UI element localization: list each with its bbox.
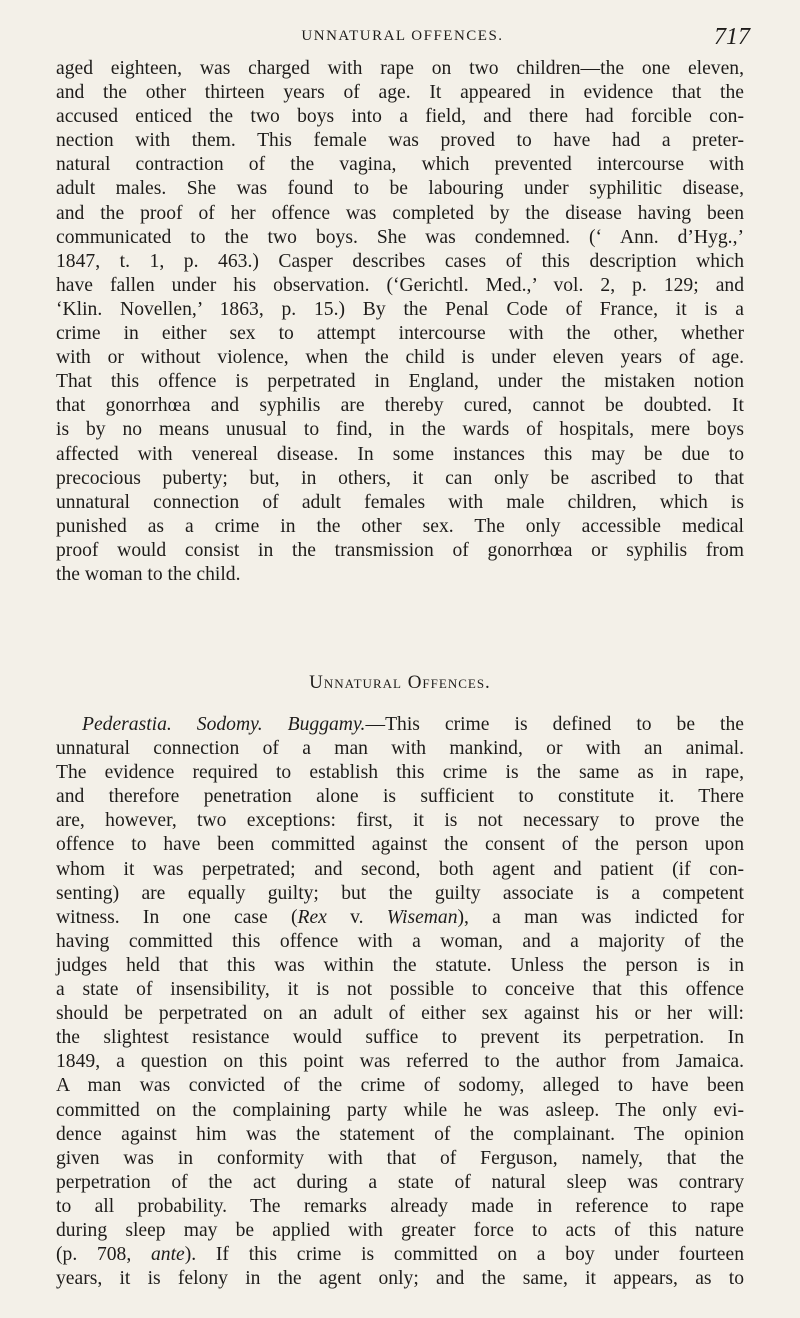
- text-line: given was in conformity with that of Ferguson, namely, that the: [56, 1147, 744, 1169]
- text-line: [56, 1243, 744, 1267]
- text-line: [56, 713, 744, 737]
- text-run: —This crime is defined to be the: [365, 714, 744, 735]
- text-line: are, however, two exceptions: first, it is not necessary to prove the: [56, 810, 744, 832]
- text-line: proof would consist in the transmission of gonorrhœa or syphilis from: [56, 539, 744, 561]
- text-line: A man was convicted of the crime of sodomy, alleged to have been: [56, 1075, 744, 1097]
- text-run: ), a man was indicted for: [457, 906, 744, 928]
- text-line: 1847, t. 1, p. 463.) Casper describes cases of this description which: [56, 250, 744, 272]
- case-party-italic: Wiseman: [386, 906, 458, 928]
- text-line: natural contraction of the vagina, which prevented intercourse with: [56, 154, 744, 176]
- text-line: dence against him was the statement of the complainant. The opinion: [56, 1123, 744, 1145]
- text-line: unnatural connection of adult females with male children, which is: [56, 491, 744, 513]
- text-line: communicated to the two boys. She was condemned. (‘ Ann. d’Hyg.,’: [56, 226, 744, 248]
- text-line: nection with them. This female was proved to have had a preter-: [56, 130, 744, 152]
- text-line: aged eighteen, was charged with rape on two children—the one eleven,: [56, 58, 744, 79]
- text-line: the woman to the child.: [56, 563, 241, 585]
- case-name-italic: Rex: [297, 906, 327, 928]
- section-heading: Unnatural Offences.: [309, 672, 491, 693]
- text-line: The evidence required to establish this crime is the same as in rape,: [56, 762, 744, 784]
- text-line: punished as a crime in the other sex. The only accessible medical: [56, 515, 744, 537]
- text-line: [56, 906, 744, 930]
- text-line: having committed this offence with a woman, and a majority of the: [56, 930, 744, 952]
- text-line: unnatural connection of a man with mankind, or with an animal.: [56, 738, 744, 760]
- text-line: the slightest resistance would suffice to prevent its perpetration. In: [56, 1027, 744, 1049]
- text-line: crime in either sex to attempt intercourse with the other, whether: [56, 323, 744, 345]
- text-line: 1849, a question on this point was referred to the author from Jamaica.: [56, 1051, 744, 1073]
- text-line: years, it is felony in the agent only; and the same, it appears, as to: [56, 1268, 744, 1290]
- text-line: is by no means unusual to find, in the wards of hospitals, mere boys: [56, 419, 744, 441]
- text-line: to all probability. The remarks already made in reference to rape: [56, 1195, 744, 1217]
- text-run: (p. 708,: [56, 1244, 151, 1266]
- running-title: UNNATURAL OFFENCES.: [301, 28, 504, 44]
- text-line: with or without violence, when the child is under eleven years of age.: [56, 347, 744, 369]
- paragraph-unnatural-offences: [56, 713, 744, 1291]
- text-line: judges held that this was within the statute. Unless the person is in: [56, 954, 744, 976]
- text-line: that gonorrhœa and syphilis are thereby cured, cannot be doubted. It: [56, 395, 744, 417]
- text-line: and the other thirteen years of age. It appeared in evidence that the: [56, 82, 744, 104]
- text-line: should be perpetrated on an adult of either sex against his or her will:: [56, 1003, 744, 1025]
- text-line: adult males. She was found to be labouring under syphilitic disease,: [56, 178, 744, 200]
- text-line: affected with venereal disease. In some instances this may be due to: [56, 443, 744, 465]
- text-line: That this offence is perpetrated in England, under the mistaken notion: [56, 371, 744, 393]
- text-line: accused enticed the two boys into a field, and there had forcible con-: [56, 106, 744, 128]
- text-line: perpetration of the act during a state of natural sleep was contrary: [56, 1171, 744, 1193]
- text-line: precocious puberty; but, in others, it can only be ascribed to that: [56, 467, 744, 489]
- text-line: and the proof of her offence was completed by the disease having been: [56, 202, 744, 224]
- text-line: and therefore penetration alone is sufficient to constitute it. There: [56, 786, 744, 808]
- text-line: have fallen under his observation. (‘Gerichtl. Med.,’ vol. 2, p. 129; and: [56, 274, 744, 296]
- page-number: 717: [714, 24, 750, 50]
- text-line: whom it was perpetrated; and second, both agent and patient (if con-: [56, 858, 744, 880]
- text-line: a state of insensibility, it is not possible to conceive that this offence: [56, 979, 744, 1001]
- text-run: v.: [326, 906, 387, 928]
- text-line: ‘Klin. Novellen,’ 1863, p. 15.) By the Penal Code of France, it is a: [56, 298, 744, 320]
- italic-lead: Pederastia. Sodomy. Buggamy.: [82, 714, 366, 735]
- text-line: offence to have been committed against the consent of the person upon: [56, 834, 744, 856]
- text-run: ). If this crime is committed on a boy under fourteen: [184, 1244, 744, 1266]
- running-head: [55, 14, 750, 54]
- text-run: witness. In one case (: [56, 906, 298, 928]
- text-line: committed on the complaining party while he was asleep. The only evi-: [56, 1099, 744, 1121]
- text-line: senting) are equally guilty; but the guilty associate is a competent: [56, 882, 744, 904]
- text-line: during sleep may be applied with greater force to acts of this nature: [56, 1219, 744, 1241]
- ante-italic: ante: [151, 1244, 185, 1266]
- paragraph-continued: [56, 57, 744, 587]
